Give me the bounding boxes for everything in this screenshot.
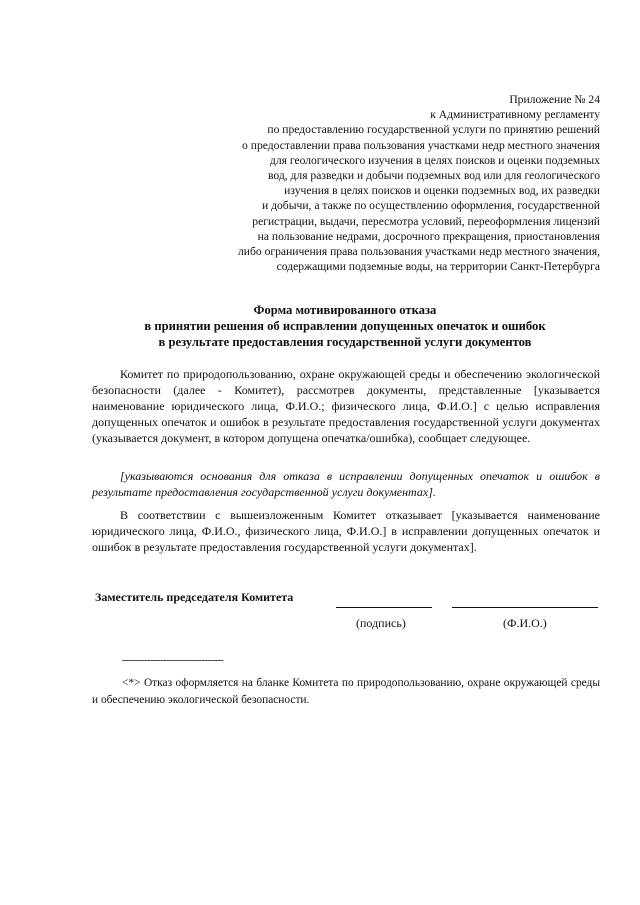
appendix-line: на пользование недрами, досрочного прекращения, приостановления xyxy=(257,229,600,243)
body-paragraph-3 xyxy=(92,507,600,555)
paragraph-text: Комитет по природопользованию, охране окружающей среды и обеспечению экологической безопасности (далее - Комитет), рассмотрев документы, представленные [указывается наименование юридического лица, Ф.И.О.; физического лица, Ф.И.О.] с целью исправления допущенных опечаток и ошибок в результате предоставления государственной услуги документах (указывается документ, в котором допущена опечатка/ошибка), сообщает следующее. xyxy=(92,367,600,445)
signature-line xyxy=(336,607,432,608)
footnote-separator: -------------------------------- xyxy=(122,654,224,666)
footnote xyxy=(92,675,600,709)
appendix-header xyxy=(130,92,600,274)
appendix-line: и добычи, а также по осуществлению оформления, государственной xyxy=(262,199,600,213)
name-caption: (Ф.И.О.) xyxy=(503,616,547,630)
appendix-line: регистрации, выдачи, пересмотра условий, переоформления лицензий xyxy=(252,214,600,228)
document-title xyxy=(60,302,630,350)
name-line xyxy=(452,607,598,608)
appendix-line: по предоставлению государственной услуги по принятию решений xyxy=(267,123,600,137)
title-line: Форма мотивированного отказа xyxy=(253,303,437,317)
body-paragraph-2 xyxy=(92,468,600,500)
title-line: в результате предоставления государственной услуги документов xyxy=(158,335,532,349)
footnote-text: <*> Отказ оформляется на бланке Комитета по природопользованию, охране окружающей среды и обеспечению экологической безопасности. xyxy=(92,677,600,706)
appendix-line: о предоставлении права пользования участками недр местного значения xyxy=(242,138,600,152)
paragraph-text: В соответствии с вышеизложенным Комитет отказывает [указывается наименование юридического лица, Ф.И.О., физического лица, Ф.И.О.] в исправлении допущенных опечаток и ошибок в результате предоставления государственной услуги документах]. xyxy=(92,508,600,554)
paragraph-text: [указываются основания для отказа в исправлении допущенных опечаток и ошибок в результате предоставления государственной услуги документах]. xyxy=(92,469,600,499)
appendix-line: изучения в целях поисков и оценки подземных вод, их разведки xyxy=(284,184,600,198)
signatory-title: Заместитель председателя Комитета xyxy=(95,590,294,604)
appendix-line: содержащими подземные воды, на территории Санкт-Петербурга xyxy=(276,260,600,274)
body-paragraph-1 xyxy=(92,366,600,446)
appendix-line: к Административному регламенту xyxy=(430,108,600,122)
appendix-line: для геологического изучения в целях поисков и оценки подземных xyxy=(269,153,600,167)
signature-caption: (подпись) xyxy=(356,616,406,630)
appendix-line: Приложение № 24 xyxy=(509,93,600,106)
title-line: в принятии решения об исправлении допущенных опечаток и ошибок xyxy=(144,319,546,333)
appendix-line: либо ограничения права пользования участками недр местного значения, xyxy=(237,245,600,259)
appendix-line: вод, для разведки и добычи подземных вод или для геологического xyxy=(267,169,600,183)
